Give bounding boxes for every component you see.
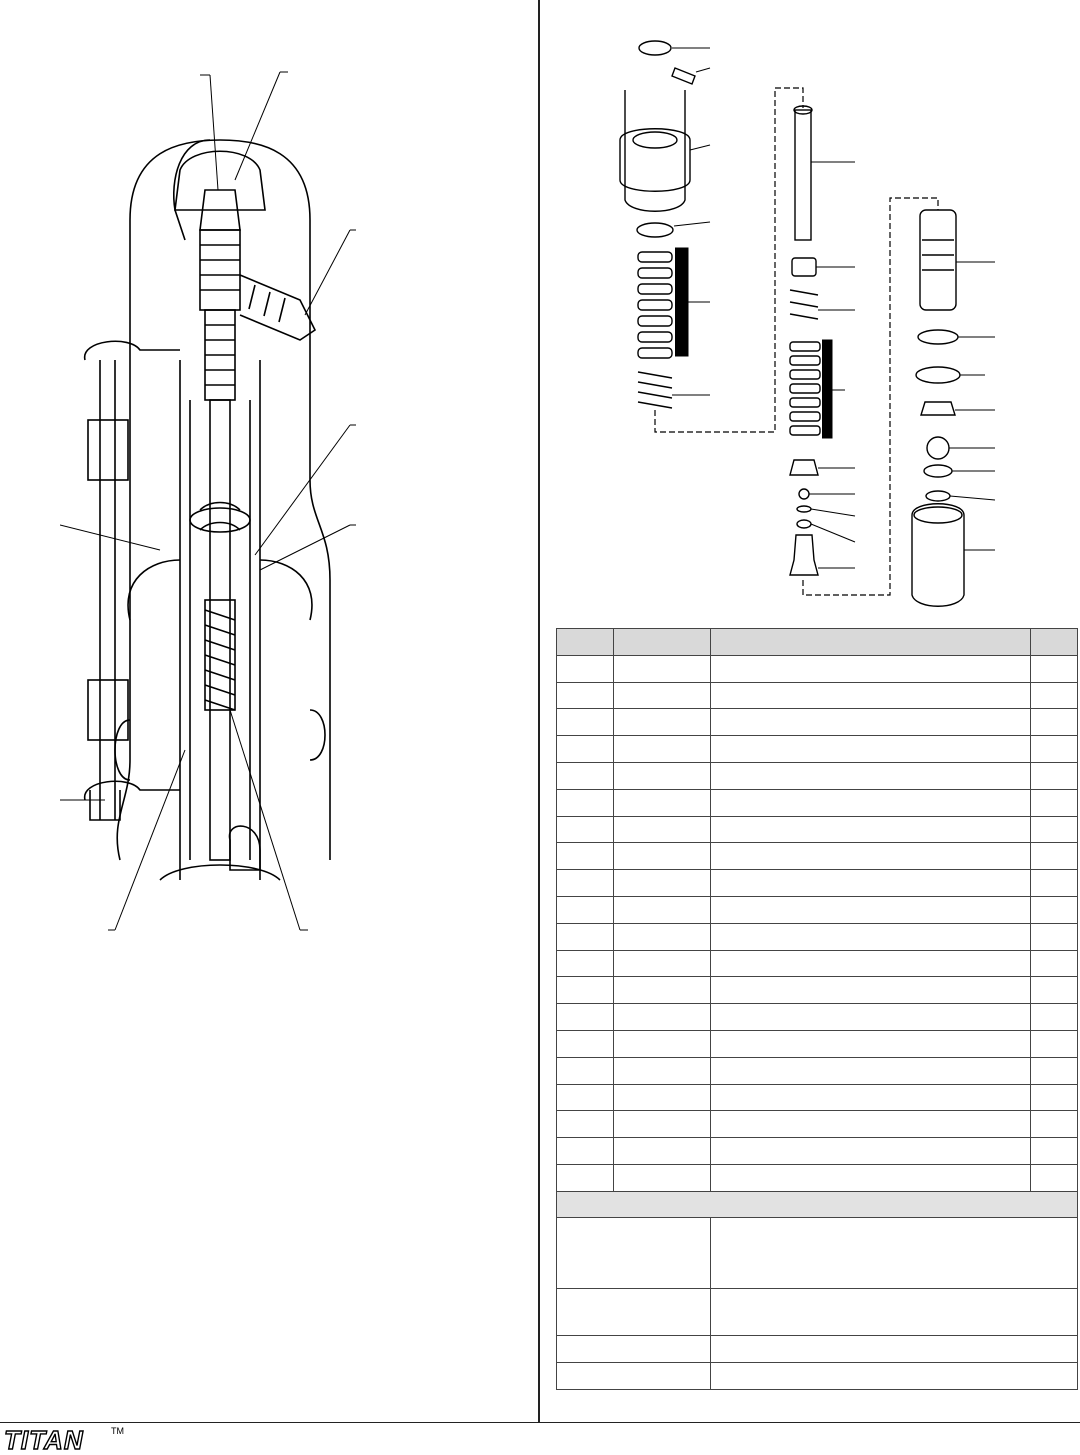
table-row	[557, 977, 1078, 1004]
table-row	[557, 950, 1078, 977]
table-row	[557, 1084, 1078, 1111]
kit-row	[557, 1288, 1078, 1335]
trademark-mark: TM	[111, 1426, 124, 1436]
table-row	[557, 843, 1078, 870]
table-row	[557, 870, 1078, 897]
table-row	[557, 655, 1078, 682]
exploded-parts-diagram	[600, 30, 1070, 620]
kit-section-header	[557, 1191, 1078, 1217]
footer-rule	[0, 1422, 1080, 1423]
table-row	[557, 1057, 1078, 1084]
table-row	[557, 1111, 1078, 1138]
table-row	[557, 682, 1078, 709]
table-row	[557, 736, 1078, 763]
table-row	[557, 709, 1078, 736]
table-header-row	[557, 629, 1078, 656]
table-row	[557, 789, 1078, 816]
kit-row	[557, 1335, 1078, 1362]
pump-cutaway-diagram	[60, 60, 380, 940]
parts-list-table	[556, 628, 1078, 1390]
table-row	[557, 1164, 1078, 1191]
titan-logo: TITAN	[4, 1425, 84, 1455]
table-row	[557, 923, 1078, 950]
table-row	[557, 1138, 1078, 1165]
kit-row	[557, 1217, 1078, 1288]
table-row	[557, 1004, 1078, 1031]
kit-row	[557, 1362, 1078, 1389]
table-row	[557, 1030, 1078, 1057]
column-divider	[538, 0, 540, 1422]
table-row	[557, 896, 1078, 923]
table-row	[557, 816, 1078, 843]
table-row	[557, 762, 1078, 789]
